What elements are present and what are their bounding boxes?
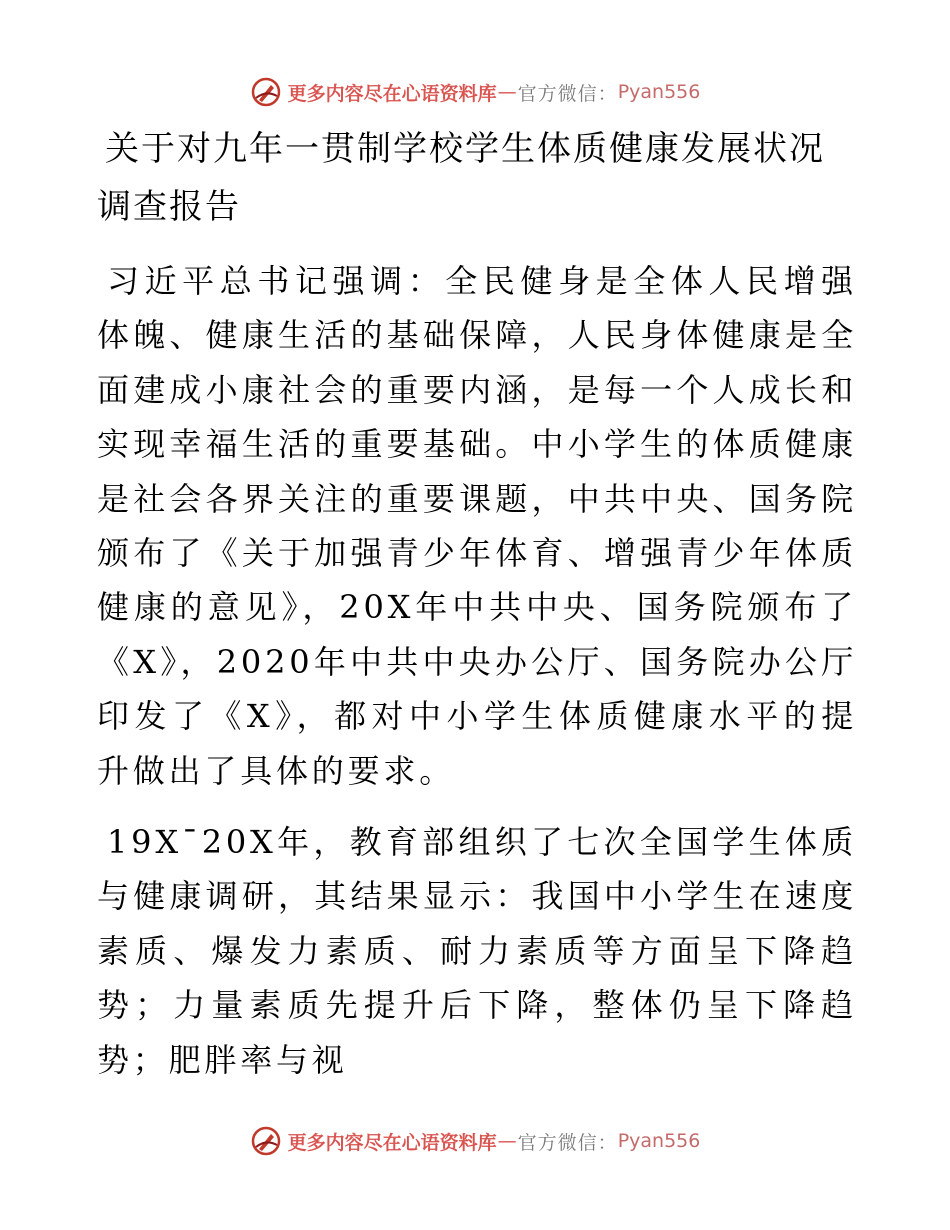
document-title: 关于对九年一贯制学校学生体质健康发展状况调查报告 [97,129,825,227]
watermark-site-text: 更多内容尽在心语资料库 [287,82,497,105]
watermark-site-text: 更多内容尽在心语资料库 [287,1131,497,1154]
pen-logo-icon [250,76,282,108]
watermark-wechat-label: 官方微信： [517,82,618,105]
paragraph-1: 习近平总书记强调：全民健身是全体人民增强体魄、健康生活的基础保障，人民身体健康是全面建成小康社会的重要内涵，是每一个人成长和实现幸福生活的重要基础。中小学生的体质健康是社会各界关注的重要课题，中共中央、国务院颁布了《关于加强青少年体育、增强青少年体质健康的意见》，20X年中共中央、国务院颁布了《X》，2020年中共中央办公厅、国务院办公厅印发了《X》，都对中小学生体质健康水平的提升做出了具体的要求。 [97,262,857,790]
header-watermark [0,72,950,112]
watermark-separator: — [497,81,517,103]
document-body [97,120,857,1087]
watermark-separator: — [497,1130,517,1152]
watermark-wechat-id: Pyan556 [617,1130,701,1152]
footer-watermark [0,1121,950,1161]
pen-logo-icon [250,1125,282,1157]
watermark-wechat-id: Pyan556 [617,81,701,103]
paragraph-2: 19X¯20X年，教育部组织了七次全国学生体质与健康调研，其结果显示：我国中小学生在速度素质、爆发力素质、耐力素质等方面呈下降趋势；力量素质先提升后下降，整体仍呈下降趋势；肥胖率与视 [97,823,857,1079]
watermark-wechat-label: 官方微信： [517,1131,618,1154]
